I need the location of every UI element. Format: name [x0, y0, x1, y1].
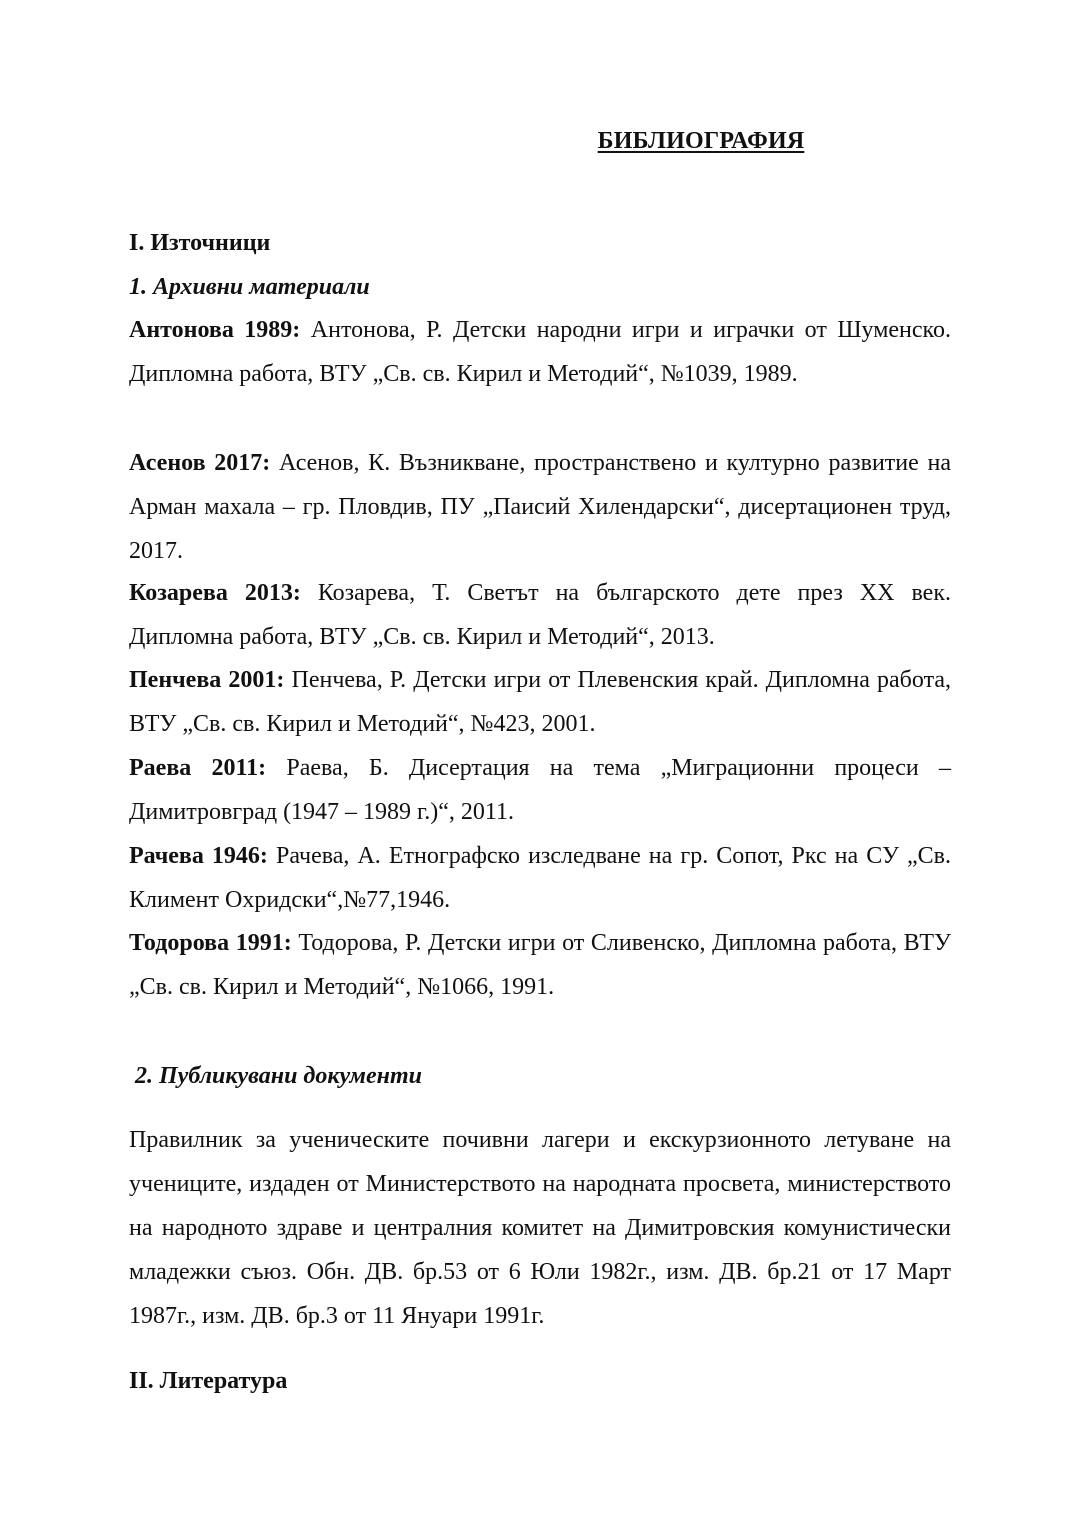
- entry-text: Антонова, Р. Детски народни игри и играчки от Шуменско. Дипломна работа, ВТУ „Св. св. Кирил и Методий“, №1039, 1989.: [129, 317, 951, 387]
- entry-key: Раева 2011:: [129, 755, 267, 781]
- entry-key: Антонова 1989:: [129, 317, 301, 343]
- entry-text: Асенов, К. Възникване, пространствено и културно развитие на Арман махала – гр. Пловдив, ПУ „Паисий Хилендарски“, дисертационен труд, 2017.: [129, 450, 951, 564]
- entry-key: Козарева 2013:: [129, 580, 301, 606]
- bibliography-entry: [129, 746, 951, 834]
- entry-text: Козарева, Т. Светът на българското дете през XX век. Дипломна работа, ВТУ „Св. св. Кирил и Методий“, 2013.: [129, 580, 951, 650]
- bibliography-entry: [129, 834, 951, 922]
- published-document-paragraph: Правилник за ученическите почивни лагери и екскурзионното летуване на учениците, издаден от Министерството на народната просвета, министерството на народното здраве и централния комитет на Димитровския комунистически младежки съюз. Обн. ДВ. бр.53 от 6 Юли 1982г., изм. ДВ. бр.21 от 17 Март 1987г., изм. ДВ. бр.3 от 11 Януари 1991г.: [129, 1127, 951, 1329]
- entry-key: Пенчева 2001:: [129, 667, 285, 693]
- section-heading-sources: I. Източници: [129, 230, 271, 256]
- subheading-archive: 1. Архивни материали: [129, 274, 370, 300]
- section-heading-literature: II. Литература: [129, 1368, 288, 1394]
- entry-text: Рачева, А. Етнографско изследване на гр. Сопот, Ркс на СУ „Св. Климент Охридски“,№77,1946.: [129, 843, 951, 913]
- entry-text: Раева, Б. Дисертация на тема „Миграционни процеси – Димитровград (1947 – 1989 г.)“, 2011.: [129, 755, 951, 825]
- entry-key: Асенов 2017:: [129, 450, 271, 476]
- entry-text: Тодорова, Р. Детски игри от Сливенско, Дипломна работа, ВТУ „Св. св. Кирил и Методий“, №1066, 1991.: [129, 930, 951, 1000]
- subheading-published: 2. Публикувани документи: [135, 1063, 422, 1089]
- entry-key: Рачева 1946:: [129, 843, 268, 869]
- entry-key: Тодорова 1991:: [129, 930, 292, 956]
- bibliography-entry: [129, 658, 951, 746]
- entry-text: Пенчева, Р. Детски игри от Плевенския край. Дипломна работа, ВТУ „Св. св. Кирил и Методий“, №423, 2001.: [129, 667, 951, 737]
- bibliography-entry: [129, 308, 951, 396]
- bibliography-entry: [129, 571, 951, 659]
- bibliography-entry: [129, 441, 951, 573]
- page-title: БИБЛИОГРАФИЯ: [597, 128, 805, 154]
- bibliography-entry: [129, 921, 951, 1009]
